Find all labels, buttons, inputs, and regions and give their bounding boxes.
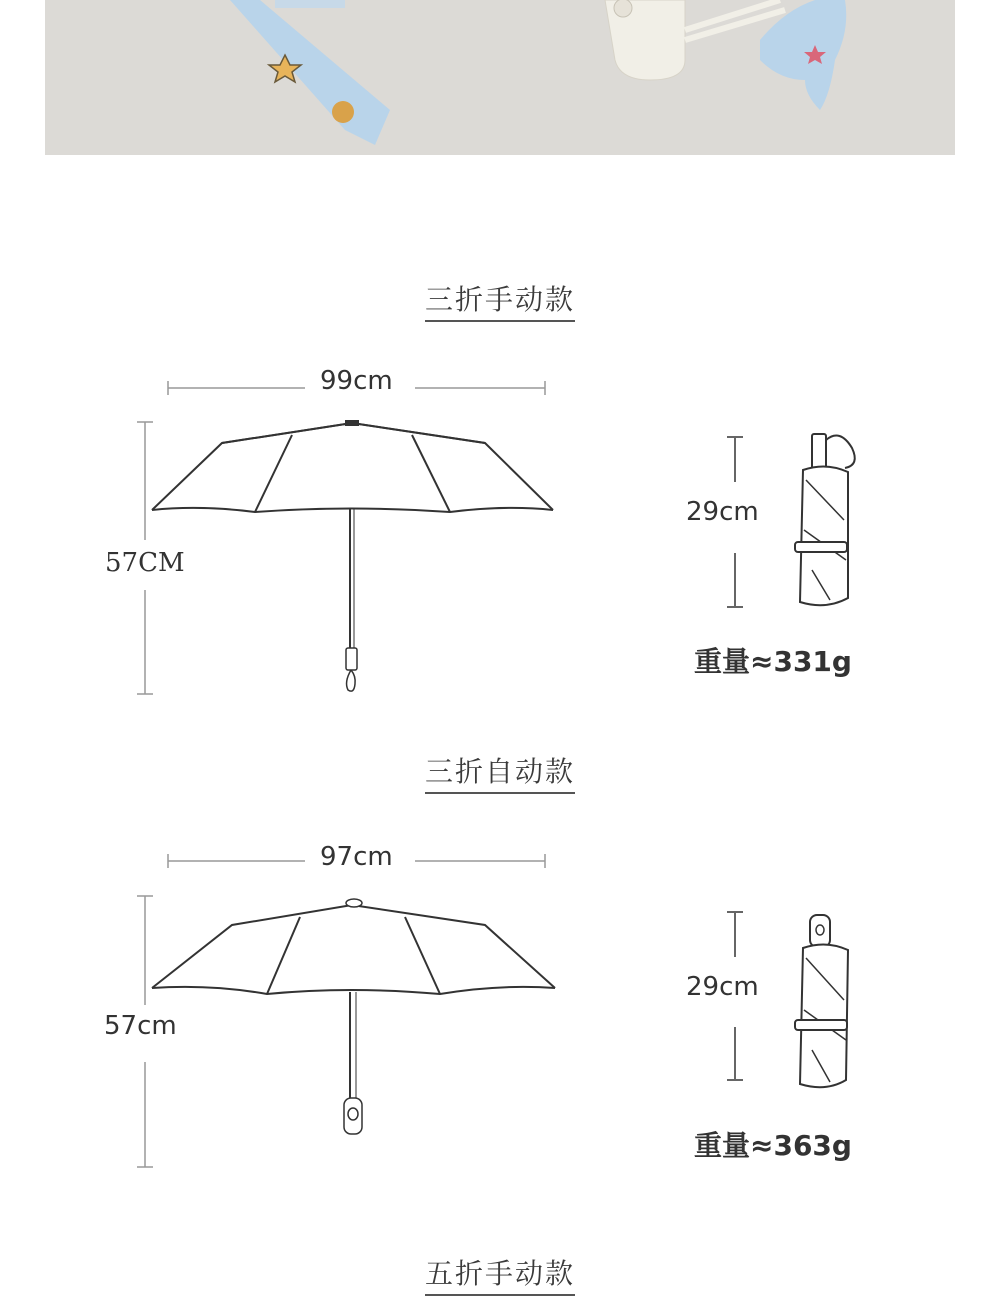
handle-2 [344, 1098, 362, 1134]
section-title-manual-5fold: 五折手动款 [0, 1252, 1000, 1296]
height-label-auto: 57cm [104, 1011, 177, 1041]
width-label-manual: 99cm [320, 366, 393, 396]
folded-length-label-manual: 29cm [686, 497, 759, 527]
weight-label-auto: 重量≈363g [694, 1129, 852, 1162]
weight-label-manual: 重量≈331g [694, 645, 852, 678]
folded-umbrella-auto [795, 915, 848, 1087]
section-title-manual-3fold: 三折手动款 [0, 278, 1000, 322]
folded-length-label-auto: 29cm [686, 972, 759, 1002]
canopy-2 [152, 905, 555, 994]
height-label-manual: 57CM [105, 548, 185, 578]
section-title-auto-3fold: 三折自动款 [0, 750, 1000, 794]
width-label-auto: 97cm [320, 842, 393, 872]
canopy-tip-2 [346, 899, 362, 907]
